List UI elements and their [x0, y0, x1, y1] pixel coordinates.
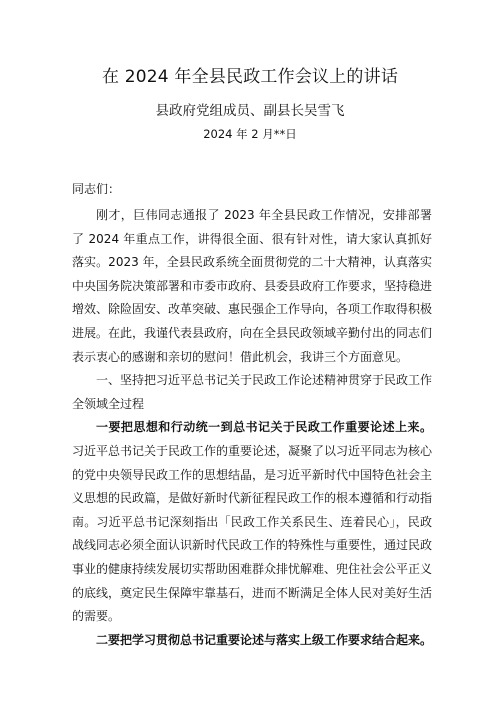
section-heading-1: 一、坚持把习近平总书记关于民政工作论述精神贯穿于民政工作全领域全过程 — [72, 373, 433, 411]
speech-title: 在 2024 年全县民政工作会议上的讲话 — [101, 67, 399, 87]
point-2-lead: 二要把学习贯彻总书记重要论述与落实上级工作要求结合起来。 — [96, 632, 433, 647]
speech-body — [72, 204, 432, 652]
salutation: 同志们： — [72, 182, 121, 196]
paragraph-intro: 刚才，巨伟同志通报了 2023 年全县民政工作情况，安排部署了 2024 年重点工作，讲得很全面、很有针对性，请大家认真抓好落实。2023 年，全县民政系统全面贯彻党的二十大精神，认真落实中央国务院决策部署和市委市政府、县委县政府工作要求，坚持稳进增效、除险固安、改革突破、惠民强企工作导向，各项工作取得积极进展。在此，我谨代表县政府，向在全县民政领域辛勤付出的同志们表示衷心的感谢和亲切的慰问！借此机会，我讲三个方面意见。 — [72, 208, 433, 364]
point-1-text: 习近平总书记关于民政工作的重要论述，凝聚了以习近平同志为核心的党中央领导民政工作的思想结晶，是习近平新时代中国特色社会主义思想的民政篇，是做好新时代新征程民政工作的根本遵循和行动指南。习近平总书记深刻指出「民政工作关系民生、连着民心」，民政战线同志必须全面认识新时代民政工作的特殊性与重要性，通过民政事业的健康持续发展切实帮助困难群众排忧解难、兜住社会公平正义的底线，奠定民生保障牢靠基石，进而不断满足全体人民对美好生活的需要。 — [72, 443, 433, 624]
point-1-lead: 一要把思想和行动统一到总书记关于民政工作重要论述上来。 — [96, 420, 432, 435]
paragraph-point-2 — [72, 629, 432, 653]
paragraph-point-1 — [72, 416, 432, 628]
speaker-line: 县政府党组成员、副县长吴雪飞 — [155, 103, 345, 119]
speech-date: 2024 年 2 月**日 — [203, 127, 297, 141]
